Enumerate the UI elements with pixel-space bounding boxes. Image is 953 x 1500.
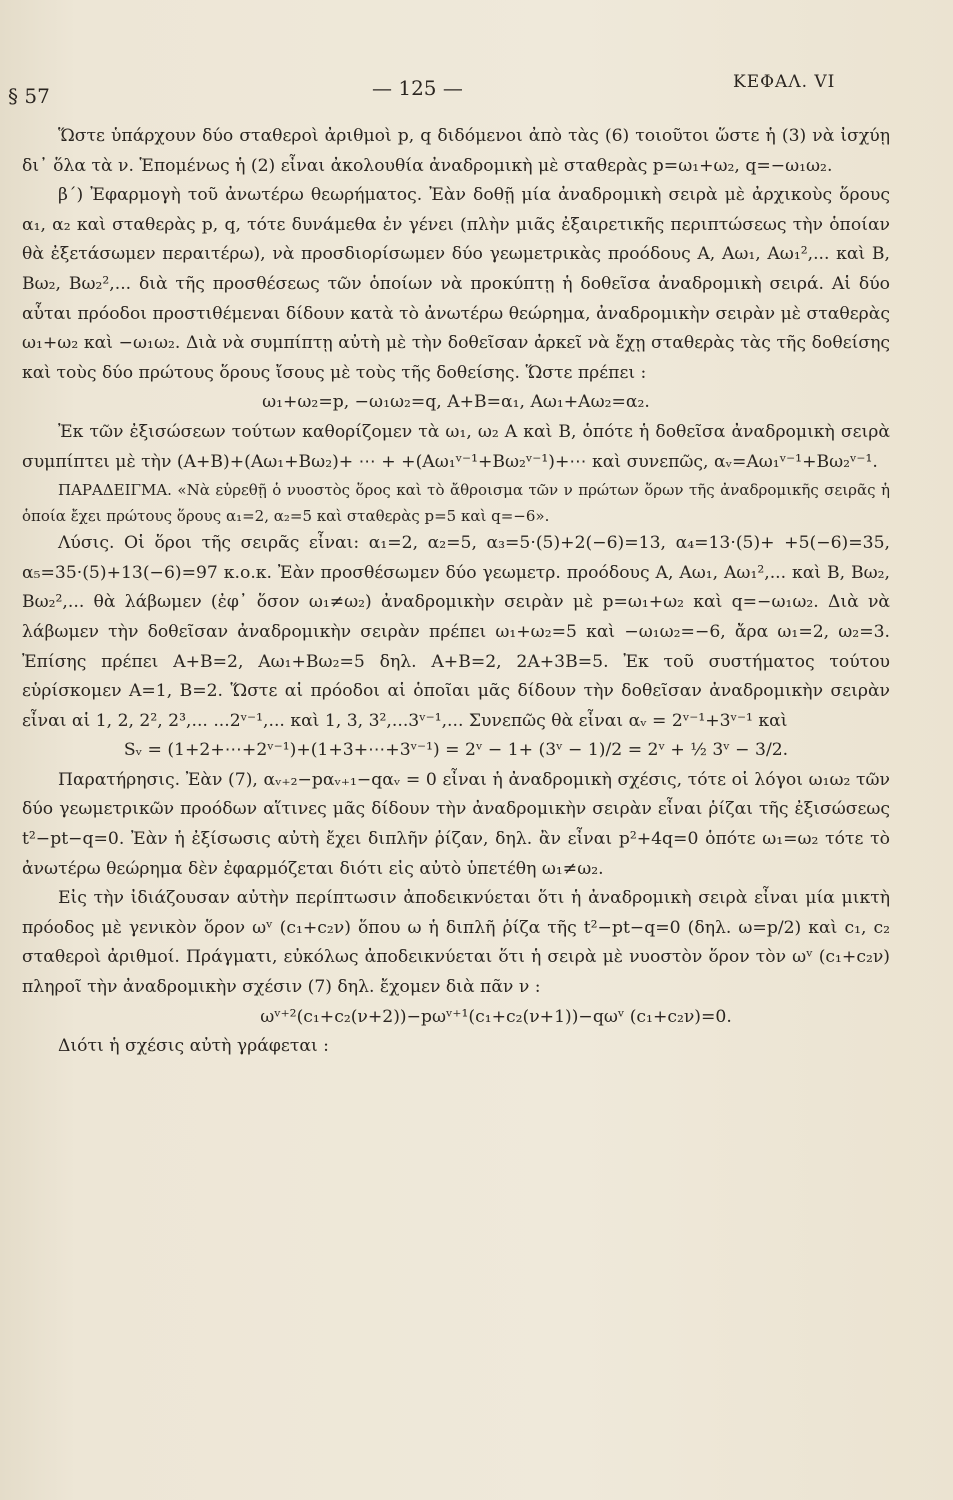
chapter-label: ΚΕΦΑΛ. VI	[733, 72, 836, 92]
page-body	[22, 122, 890, 1062]
paragraph-application: β΄) Ἐφαρμογὴ τοῦ ἀνωτέρω θεωρήματος. Ἐὰν δοθῇ μία ἀναδρομικὴ σειρὰ μὲ ἀρχικοὺς ὅρους α₁, α₂ καὶ σταθερὰς p, q, τότε δυνάμεθα ἐν γένει (πλὴν μιᾶς ἐξαιρετικῆς περιπτώσεως τὴν ὁποίαν θὰ ἐξετάσωμεν περαιτέρω), νὰ προσδιορίσωμεν δύο γεωμετρικὰς προόδους Α, Αω₁, Αω₁²,... καὶ Β, Βω₂, Βω₂²,... διὰ τῆς προσθέσεως τῶν ὁποίων νὰ προκύπτῃ ἡ δοθεῖσα ἀναδρομικὴ σειρά. Αἱ δύο αὗται πρόοδοι προστιθέμεναι δίδουν κατὰ τὸ ἀνωτέρω θεώρημα, ἀναδρομικὴν σειρὰν μὲ σταθερὰς ω₁+ω₂ καὶ −ω₁ω₂. Διὰ νὰ συμπίπτῃ αὐτὴ μὲ τὴν δοθεῖσαν ἀρκεῖ νὰ ἔχῃ σταθερὰς τὰς τῆς δοθείσης καὶ τοὺς δύο πρώτους ὅρους ἴσους μὲ τοὺς τῆς δοθείσης. Ὥστε πρέπει :	[22, 185, 890, 383]
page-header	[0, 72, 953, 112]
closing-line: Διότι ἡ σχέσις αὐτὴ γράφεται :	[58, 1036, 329, 1057]
sum-formula: Sᵥ = (1+2+⋯+2ᵛ⁻¹)+(1+3+⋯+3ᵛ⁻¹) = 2ᵛ − 1+ (3ᵛ − 1)/2 = 2ᵛ + ½ 3ᵛ − 3/2.	[123, 740, 789, 761]
paragraph-determination: Ἐκ τῶν ἐξισώσεων τούτων καθορίζομεν τὰ ω₁, ω₂ Α καὶ Β, ὁπότε ἡ δοθεῖσα ἀναδρομικὴ σειρὰ συμπίπτει μὲ τὴν (Α+Β)+(Αω₁+Βω₂)+ ⋯ + +(Αω₁ᵛ⁻¹+Βω₂ᵛ⁻¹)+⋯ καὶ συνεπῶς, αᵥ=Αω₁ᵛ⁻¹+Βω₂ᵛ⁻¹.	[22, 421, 890, 472]
section-number: § 57	[8, 84, 50, 108]
special-case-paragraph: Εἰς τὴν ἰδιάζουσαν αὐτὴν περίπτωσιν ἀποδεικνύεται ὅτι ἡ ἀναδρομικὴ σειρὰ εἶναι μία μικτὴ πρόοδος μὲ γενικὸν ὅρον ωᵛ (c₁+c₂ν) ὅπου ω ἡ διπλῆ ῥίζα τῆς t²−pt−q=0 (δηλ. ω=p/2) καὶ c₁, c₂ σταθεροὶ ἀριθμοί. Πράγματι, εὐκόλως ἀποδεικνύεται ὅτι ἡ σειρὰ μὲ νυοστὸν ὅρον τὸν ωᵛ (c₁+c₂ν) πληροῖ τὴν ἀναδρομικὴν σχέσιν (7) δηλ. ἔχομεν διὰ πᾶν ν :	[22, 888, 890, 998]
solution-paragraph: Λύσις. Οἱ ὅροι τῆς σειρᾶς εἶναι: α₁=2, α₂=5, α₃=5·(5)+2(−6)=13, α₄=13·(5)+ +5(−6)=35, α₅=35·(5)+13(−6)=97 κ.ο.κ. Ἐὰν προσθέσωμεν δύο γεωμετρ. προόδους Α, Αω₁, Αω₁²,... καὶ Β, Βω₂, Βω₂²,... θὰ λάβωμεν (ἐφ᾽ ὅσον ω₁≠ω₂) ἀναδρομικὴν σειρὰν μὲ p=ω₁+ω₂ καὶ q=−ω₁ω₂. Διὰ νὰ λάβωμεν τὴν δοθεῖσαν ἀναδρομικὴν σειρὰν πρέπει ω₁+ω₂=5 καὶ −ω₁ω₂=−6, ἄρα ω₁=2, ω₂=3. Ἐπίσης πρέπει Α+Β=2, Αω₁+Βω₂=5 δηλ. Α+Β=2, 2Α+3Β=5. Ἐκ τοῦ συστήματος τούτου εὑρίσκομεν Α=1, Β=2. Ὥστε αἱ πρόοδοι αἱ ὁποῖαι μᾶς δίδουν τὴν δοθεῖσαν ἀναδρομικὴν σειρὰν εἶναι αἱ 1, 2, 2², 2³,... ...2ᵛ⁻¹,... καὶ 1, 3, 3²,...3ᵛ⁻¹,... Συνεπῶς θὰ εἶναι αᵥ = 2ᵛ⁻¹+3ᵛ⁻¹ καὶ	[22, 533, 890, 731]
remark-paragraph: Παρατήρησις. Ἐὰν (7), αᵥ₊₂−pαᵥ₊₁−qαᵥ = 0 εἶναι ἡ ἀναδρομικὴ σχέσις, τότε οἱ λόγοι ω₁ω₂ τῶν δύο γεωμετρικῶν προόδων αἵτινες μᾶς δίδουν τὴν ἀναδρομικὴν σειρὰν εἶναι ῥίζαι τῆς ἐξισώσεως t²−pt−q=0. Ἐὰν ἡ ἐξίσωσις αὐτὴ ἔχει διπλῆν ῥίζαν, δηλ. ἂν εἶναι p²+4q=0 ὁπότε ω₁=ω₂ τότε τὸ ἀνωτέρω θεώρημα δὲν ἐφαρμόζεται διότι εἰς αὐτὸ ὑπετέθη ω₁≠ω₂.	[22, 769, 890, 879]
equation-system: ω₁+ω₂=p, −ω₁ω₂=q, Α+Β=α₁, Αω₁+Αω₂=α₂.	[262, 392, 650, 413]
paragraph-conclusion: Ὥστε ὑπάρχουν δύο σταθεροὶ ἀριθμοὶ p, q διδόμενοι ἀπὸ τὰς (6) τοιοῦτοι ὥστε ἡ (3) νὰ ἰσχύῃ δι᾽ ὅλα τὰ ν. Ἑπομένως ἡ (2) εἶναι ἀκολουθία ἀναδρομικὴ μὲ σταθερὰς p=ω₁+ω₂, q=−ω₁ω₂.	[22, 126, 890, 176]
recurrence-identity: ωᵛ⁺²(c₁+c₂(ν+2))−pωᵛ⁺¹(c₁+c₂(ν+1))−qωᵛ (c₁+c₂ν)=0.	[260, 1006, 732, 1027]
page-number: — 125 —	[372, 76, 463, 100]
example-statement: ΠΑΡΑΔΕΙΓΜΑ. «Νὰ εὑρεθῇ ὁ νυοστὸς ὅρος καὶ τὸ ἄθροισμα τῶν ν πρώτων ὅρων τῆς ἀναδρομικῆς σειρᾶς ἡ ὁποία ἔχει πρώτους ὅρους α₁=2, α₂=5 καὶ σταθερὰς p=5 καὶ q=−6».	[22, 481, 890, 526]
